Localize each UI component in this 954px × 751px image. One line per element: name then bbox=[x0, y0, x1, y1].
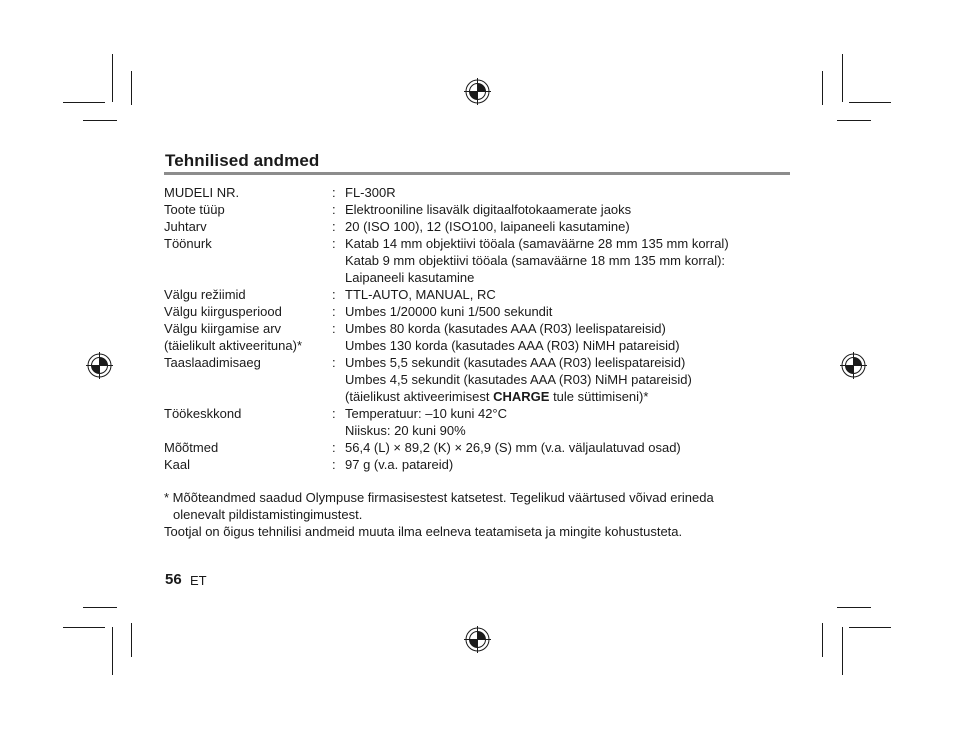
footnote-continuation: olenevalt pildistamistingimustest. bbox=[173, 507, 363, 522]
spec-value: 20 (ISO 100), 12 (ISO100, laipaneeli kasutamine) bbox=[345, 219, 630, 234]
spec-separator: : bbox=[332, 355, 336, 370]
crop-mark bbox=[112, 627, 113, 675]
charge-note: (täielikust aktiveerimisest CHARGE tule süttimiseni)* bbox=[345, 389, 649, 404]
spec-separator: : bbox=[332, 185, 336, 200]
spec-separator: : bbox=[332, 202, 336, 217]
spec-label: Kaal bbox=[164, 457, 191, 472]
footnote: * Mõõteandmed saadud Olympuse firmasisestest katsetest. Tegelikud väärtused võivad erineda bbox=[164, 490, 714, 505]
spec-separator: : bbox=[332, 236, 336, 251]
spec-row-dimensions bbox=[164, 439, 790, 456]
crop-mark bbox=[112, 54, 113, 102]
spec-row-model bbox=[164, 184, 790, 201]
spec-value: 97 g (v.a. patareid) bbox=[345, 457, 454, 472]
spec-row-flash-duration bbox=[164, 303, 790, 320]
language-code: ET bbox=[190, 573, 207, 588]
registration-mark-icon bbox=[464, 78, 491, 105]
spec-row-coverage bbox=[164, 235, 790, 286]
spec-row-flash-count bbox=[164, 320, 790, 354]
spec-label: MUDELI NR. bbox=[164, 185, 240, 200]
registration-mark-icon bbox=[86, 352, 113, 379]
spec-row-flash-modes bbox=[164, 286, 790, 303]
crop-mark bbox=[822, 623, 823, 657]
spec-value: FL-300R bbox=[345, 185, 396, 200]
spec-label: Taaslaadimisaeg bbox=[164, 355, 261, 370]
spec-value: Umbes 80 korda (kasutades AAA (R03) leelispatareisid) Umbes 130 korda (kasutades AAA (R03) NiMH patareisid) bbox=[345, 321, 680, 353]
spec-separator: : bbox=[332, 406, 336, 421]
spec-label: Välgu kiirgusperiood bbox=[164, 304, 282, 319]
page-title: Tehnilised andmed bbox=[165, 151, 320, 170]
spec-label: Juhtarv bbox=[164, 219, 207, 234]
page-number: 56 bbox=[165, 571, 182, 588]
spec-row-weight bbox=[164, 456, 790, 473]
spec-value: Temperatuur: –10 kuni 42°C Niiskus: 20 kuni 90% bbox=[345, 406, 508, 438]
crop-mark bbox=[849, 627, 891, 628]
notes bbox=[164, 489, 784, 540]
spec-label: Välgu kiirgamise arv (täielikult aktiveerituna)* bbox=[164, 321, 303, 353]
registration-mark-icon bbox=[840, 352, 867, 379]
spec-label: Toote tüüp bbox=[164, 202, 225, 217]
crop-mark bbox=[849, 102, 891, 103]
spec-row-recycle-time bbox=[164, 354, 790, 405]
spec-row-guide-number bbox=[164, 218, 790, 235]
crop-mark bbox=[83, 120, 117, 121]
crop-mark bbox=[842, 627, 843, 675]
spec-table bbox=[164, 184, 790, 473]
spec-value: Elektrooniline lisavälk digitaalfotokaamerate jaoks bbox=[345, 202, 632, 217]
spec-separator: : bbox=[332, 304, 336, 319]
spec-value: Umbes 5,5 sekundit (kasutades AAA (R03) leelispatareisid) Umbes 4,5 sekundit (kasutades AAA (R03) NiMH patareisid) (täielikust aktiveerimisest CHARGE tule süttimiseni)* bbox=[345, 354, 790, 405]
spec-separator: : bbox=[332, 440, 336, 455]
title-underline bbox=[164, 172, 790, 175]
crop-mark bbox=[131, 71, 132, 105]
crop-mark bbox=[837, 607, 871, 608]
spec-separator: : bbox=[332, 321, 336, 336]
disclaimer: Tootjal on õigus tehnilisi andmeid muuta ilma eelneva teatamiseta ja mingite kohustusteta. bbox=[164, 524, 683, 539]
spec-row-environment bbox=[164, 405, 790, 439]
spec-label: Mõõtmed bbox=[164, 440, 219, 455]
spec-value: Umbes 1/20000 kuni 1/500 sekundit bbox=[345, 304, 553, 319]
spec-row-product-type bbox=[164, 201, 790, 218]
crop-mark bbox=[822, 71, 823, 105]
spec-label: Välgu režiimid bbox=[164, 287, 246, 302]
crop-mark bbox=[837, 120, 871, 121]
crop-mark bbox=[83, 607, 117, 608]
spec-value: 56,4 (L) × 89,2 (K) × 26,9 (S) mm (v.a. väljaulatuvad osad) bbox=[345, 440, 681, 455]
crop-mark bbox=[842, 54, 843, 102]
spec-value: TTL-AUTO, MANUAL, RC bbox=[345, 287, 496, 302]
crop-mark bbox=[131, 623, 132, 657]
spec-separator: : bbox=[332, 457, 336, 472]
charge-label: CHARGE bbox=[493, 389, 550, 404]
spec-separator: : bbox=[332, 219, 336, 234]
spec-label: Töökeskkond bbox=[164, 406, 242, 421]
spec-value: Katab 14 mm objektiivi tööala (samaväärne 28 mm 135 mm korral) Katab 9 mm objektiivi tööala (samaväärne 18 mm 135 mm korral): Laipaneeli kasutamine bbox=[345, 236, 729, 285]
spec-separator: : bbox=[332, 287, 336, 302]
crop-mark bbox=[63, 102, 105, 103]
crop-mark bbox=[63, 627, 105, 628]
spec-label: Töönurk bbox=[164, 236, 212, 251]
registration-mark-icon bbox=[464, 626, 491, 653]
